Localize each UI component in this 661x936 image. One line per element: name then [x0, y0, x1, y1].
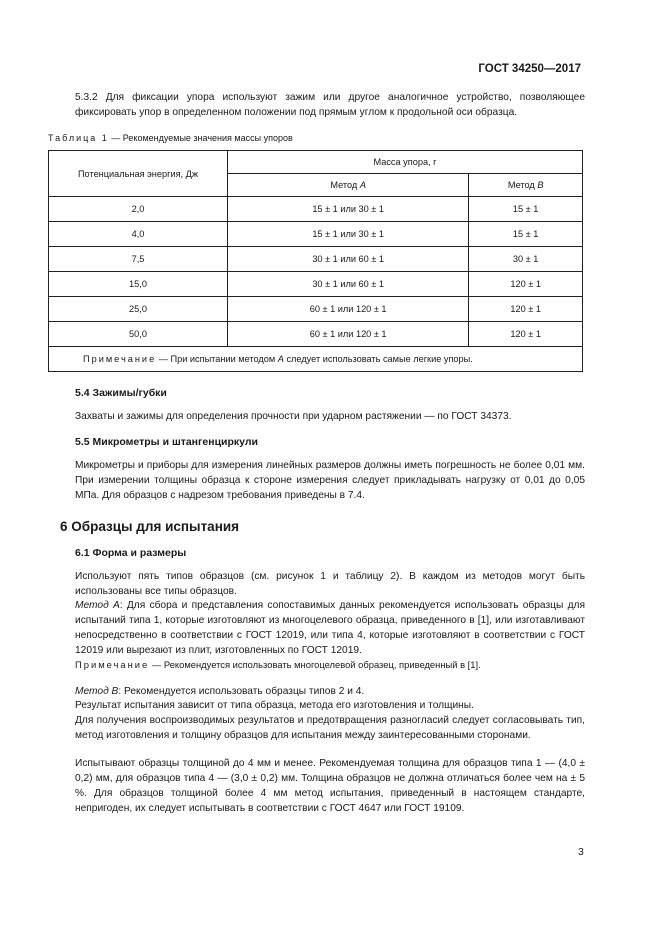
section-6-1-p4: Результат испытания зависит от типа образца, метода его изготовления и толщины.: [75, 700, 474, 711]
method-letter: A: [359, 180, 366, 190]
method-b-cell: 30 ± 1: [469, 247, 583, 272]
method-b-cell: 15 ± 1: [469, 197, 583, 222]
note-post: следует использовать самые легкие упоры.: [283, 354, 473, 364]
section-6-1-note: [75, 659, 481, 670]
table-caption-label: Таблица 1: [48, 133, 109, 143]
method-a-cell: 30 ± 1 или 60 ± 1: [228, 272, 469, 297]
method-word: Метод: [330, 180, 360, 190]
method-b-label: Метод B: [75, 686, 119, 697]
note-label: Примечание: [83, 354, 157, 364]
method-a-cell: 60 ± 1 или 120 ± 1: [228, 322, 469, 347]
energy-cell: 7,5: [49, 247, 228, 272]
table-caption-text: — Рекомендуемые значения массы упоров: [108, 133, 293, 143]
method-b-text: : Рекомендуется использовать образцы типов 2 и 4.: [118, 686, 365, 697]
table-row: [49, 272, 583, 297]
method-a-cell: 30 ± 1 или 60 ± 1: [228, 247, 469, 272]
method-a-text: : Для сбора и представления сопоставимых данных рекомендуется использовать образцы для испытаний типа 1, которые изготовляют из многоцелевого образца, приведенного в [1], или изготавливают непосредственно в соответствии с ГОСТ 12019, или типа 4, которые изготовляют в соответствии с ГОСТ 12019 или вырезают из плит, изготовленных по ГОСТ 12019.: [75, 600, 585, 656]
section-5-4-text: Захваты и зажимы для определения прочности при ударном растяжении — по ГОСТ 34373.: [75, 411, 512, 422]
note-method: A: [277, 354, 284, 364]
table-row: [49, 297, 583, 322]
note-label: Примечание: [75, 659, 150, 670]
note-pre: — При испытании методом: [156, 354, 278, 364]
method-a-label: Метод A: [75, 600, 120, 611]
section-6-title: 6 Образцы для испытания: [60, 519, 240, 534]
method-b-cell: 120 ± 1: [469, 297, 583, 322]
table-caption: [48, 133, 293, 143]
section-6-1-method-a: [75, 598, 585, 658]
col-header-method-a: [228, 174, 469, 197]
section-5-5-title: 5.5 Микрометры и штангенциркули: [75, 436, 258, 448]
energy-cell: 2,0: [49, 197, 228, 222]
stopper-mass-table: [48, 150, 583, 372]
standard-number: ГОСТ 34250—2017: [478, 63, 581, 75]
section-6-1-method-b: [75, 684, 585, 699]
col-header-energy: Потенциальная энергия, Дж: [49, 151, 228, 197]
method-a-cell: 15 ± 1 или 30 ± 1: [228, 197, 469, 222]
energy-cell: 4,0: [49, 222, 228, 247]
section-6-1-title: 6.1 Форма и размеры: [75, 547, 187, 559]
table-note: [49, 347, 583, 372]
section-5-5-text: Микрометры и приборы для измерения линейных размеров должны иметь погрешность не более 0,01 мм. При измерении толщины образца к стороне измерения следует прикладывать нагрузку от 0,01 до 0,05 МПа. Для образцов с надрезом требования приведены в 7.4.: [75, 460, 585, 501]
section-5-4-title: 5.4 Зажимы/губки: [75, 387, 167, 399]
paragraph-5-3-2: 5.3.2 Для фиксации упора используют зажим или другое аналогичное устройство, позволяющее фиксировать упор в определенном положении под прямым углом к продольной оси образца.: [75, 92, 585, 118]
table-row: [49, 247, 583, 272]
method-a-cell: 60 ± 1 или 120 ± 1: [228, 297, 469, 322]
table-row: [49, 222, 583, 247]
method-b-cell: 15 ± 1: [469, 222, 583, 247]
col-header-method-b: [469, 174, 583, 197]
energy-cell: 25,0: [49, 297, 228, 322]
table-row: [49, 322, 583, 347]
section-6-1-p6: Испытывают образцы толщиной до 4 мм и менее. Рекомендуемая толщина для образцов типа 1 — (4,0 ± 0,2) мм, для образцов типа 4 — (3,0 ± 0,2) мм. Толщина образцов не должна отличаться более чем на ± 5 %. Для образцов толщиной более 4 мм метод испытания, приведенный в настоящем стандарте, непригоден, их следует испытывать в соответствии с ГОСТ 4647 или ГОСТ 19109.: [75, 758, 585, 814]
section-6-1-p5: Для получения воспроизводимых результатов и предотвращения разногласий следует согласовывать тип, метод изготовления и толщину образцов для испытания между заинтересованными сторонами.: [75, 715, 585, 741]
energy-cell: 50,0: [49, 322, 228, 347]
section-6-1-p1: Используют пять типов образцов (см. рисунок 1 и таблицу 2). В каждом из методов могут быть использованы все типы образцов.: [75, 571, 585, 597]
table-row: [49, 197, 583, 222]
method-word: Метод: [507, 180, 538, 190]
col-header-mass: Масса упора, г: [228, 151, 583, 174]
method-b-cell: 120 ± 1: [469, 322, 583, 347]
note-text: — Рекомендуется использовать многоцелевой образец, приведенный в [1].: [149, 659, 481, 670]
method-a-cell: 15 ± 1 или 30 ± 1: [228, 222, 469, 247]
energy-cell: 15,0: [49, 272, 228, 297]
method-b-cell: 120 ± 1: [469, 272, 583, 297]
page-number: 3: [578, 846, 584, 858]
method-letter: B: [537, 180, 544, 190]
